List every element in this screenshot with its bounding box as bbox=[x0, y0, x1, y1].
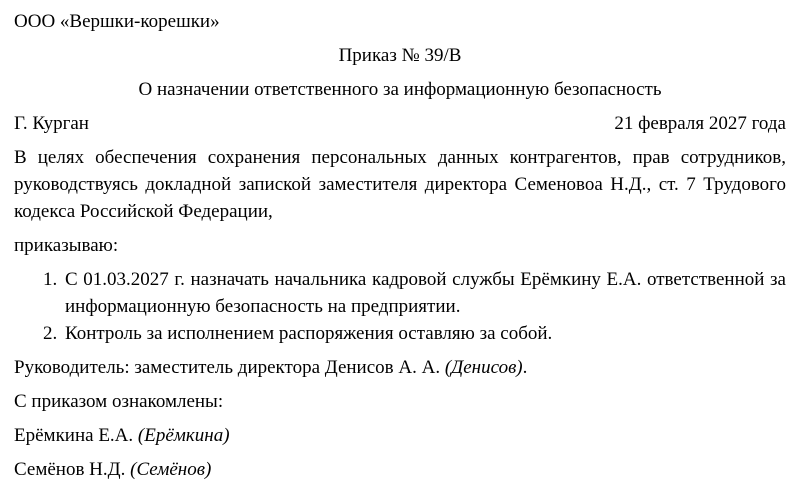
preamble: В целях обеспечения сохранения персональных данных контрагентов, прав сотрудников, руководствуясь докладной запиской заместителя директора Семеновоа Н.Д., ст. 7 Трудового кодекса Российской Федерации, bbox=[14, 147, 786, 222]
acknowledgement-handwritten: (Ерёмкина) bbox=[137, 425, 230, 446]
order-item: 1. С 01.03.2027 г. назначать начальника кадровой службы Ерёмкину Е.А. ответственной за информационную безопасность на предприятии. bbox=[62, 266, 786, 320]
acknowledgement-handwritten: (Семёнов) bbox=[130, 459, 212, 480]
date: 21 февраля 2027 года bbox=[614, 113, 786, 134]
order-items bbox=[14, 266, 786, 347]
signature-text: Руководитель: заместитель директора Денисов А. А. bbox=[14, 357, 445, 378]
acknowledgement-name: Ерёмкина Е.А. bbox=[14, 425, 138, 446]
order-subject: О назначении ответственного за информационную безопасность bbox=[138, 79, 662, 100]
acknowledgement-line bbox=[14, 422, 786, 449]
order-item: 2. Контроль за исполнением распоряжения оставляю за собой. bbox=[62, 320, 786, 347]
signature-line bbox=[14, 354, 786, 381]
order-title: Приказ № 39/В bbox=[338, 45, 462, 66]
city: Г. Курган bbox=[14, 113, 89, 134]
company-name: ООО «Вершки-корешки» bbox=[14, 11, 220, 32]
meta-row bbox=[14, 110, 786, 137]
order-word: приказываю: bbox=[14, 235, 119, 256]
acknowledged-label: С приказом ознакомлены: bbox=[14, 391, 224, 412]
acknowledgement-line bbox=[14, 456, 786, 483]
acknowledgement-name: Семёнов Н.Д. bbox=[14, 459, 131, 480]
signature-period: . bbox=[522, 357, 528, 378]
signature-handwritten: (Денисов) bbox=[444, 357, 523, 378]
